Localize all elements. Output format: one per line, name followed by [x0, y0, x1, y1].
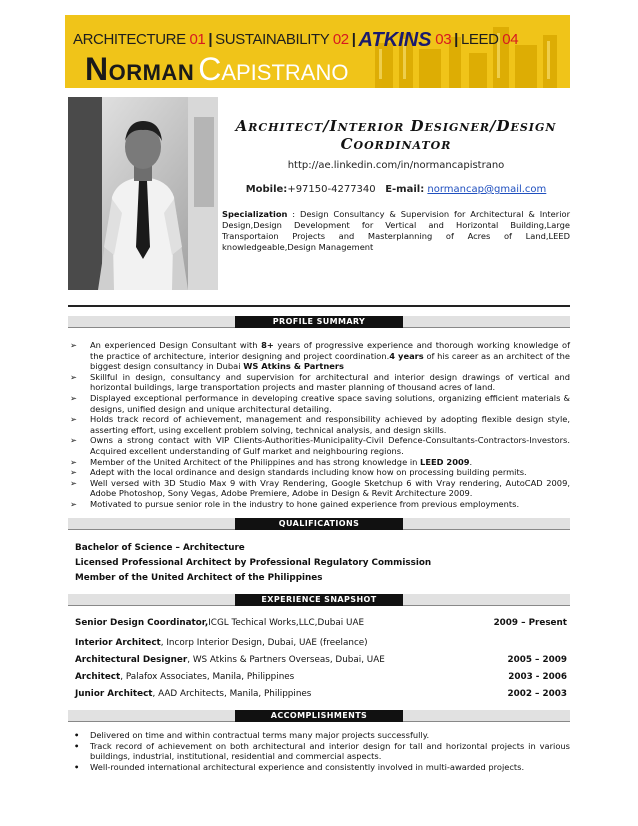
experience-row: Architectural Designer, WS Atkins & Partners Overseas, Dubai, UAE 2005 – 2009 — [75, 655, 567, 665]
job-title-line-1: Architect/Interior Designer/Design — [235, 117, 557, 135]
profile-bullet: ➢ An experienced Design Consultant with 8+ years of progressive experience and thorough working knowledge of the practice of architecture, interior designing and project coordination.4 years of his career as an architect of the biggest design consultancy in Dubai WS Atkins & Partners — [70, 340, 570, 372]
accomplishment-item: • Well-rounded international architectural experience and consistently involved in multi-awarded projects. — [74, 761, 525, 772]
experience-row: Junior Architect, AAD Architects, Manila, Philippines 2002 – 2003 — [75, 689, 567, 699]
candidate-name — [85, 53, 348, 85]
experience-row: Interior Architect, Incorp Interior Design, Dubai, UAE (freelance) — [75, 638, 368, 648]
email-label: E-mail: — [385, 184, 425, 195]
section-title: QUALIFICATIONS — [235, 518, 403, 530]
section-title: EXPERIENCE SNAPSHOT — [235, 594, 403, 606]
accomplishment-item: • Delivered on time and within contractual terms many major projects successfully. — [74, 730, 430, 740]
profile-summary-list — [68, 340, 570, 510]
specialization-text: : Design Consultancy & Supervision for Architectural & Interior Design,Design Development for Vertical and Horizontal Building,Large Transportaion Projects and Masterplanning of Acres of Land,LEED knowledgeable,Design Management — [222, 209, 570, 252]
profile-bullet: ➢ Well versed with 3D Studio Max 9 with Vray Rendering, Google Sketchup 6 with Vray rendering, AutoCAD 2009, Adobe Photoshop, Sony Vegas, Adobe Premiere, Adobe in Design & Revit Architecture 2009. — [70, 477, 570, 499]
profile-bullet: ➢ Skillful in design, consultancy and supervision for architectural and interior design drawings of vertical and horizontal buildings, large transportation projects and master planning of thousand acres of land. — [70, 371, 570, 393]
first-name: Norman — [85, 51, 195, 87]
accomplishments-list — [68, 730, 570, 772]
tag-leed: LEED — [460, 31, 503, 48]
arrow-bullet-icon: ➢ — [70, 414, 77, 425]
arrow-bullet-icon: ➢ — [70, 477, 77, 488]
mobile-number: +97150-4277340 — [287, 184, 376, 195]
experience-period: 2009 – Present — [493, 618, 567, 628]
last-name: Capistrano — [198, 51, 349, 87]
qualification-item: Bachelor of Science – Architecture — [75, 543, 245, 553]
profile-bullet: ➢ Owns a strong contact with VIP Clients-Authorities-Municipality-Civil Defence-Consultants-Contractors-Investors. Acquired excellent understanding of Gulf market and neighbouring regions. — [70, 435, 570, 456]
dot-bullet-icon: • — [74, 730, 80, 740]
accomplishment-item: • Track record of achievement on both architectural and interior design for tall and horizontal projects in various buildings, industrial, institutional, residential and commercial aspects. — [74, 740, 570, 762]
profile-photo — [68, 97, 218, 290]
experience-period: 2005 – 2009 — [507, 655, 567, 665]
section-header-profile — [68, 316, 570, 328]
header-banner — [65, 15, 570, 88]
profile-bullet: ➢ Member of the United Architect of the Philippines and has strong knowledge in LEED 2009. — [70, 456, 473, 467]
arrow-bullet-icon: ➢ — [70, 467, 77, 478]
section-header-experience — [68, 594, 570, 606]
profile-bullet: ➢ Displayed exceptional performance in developing creative space saving solutions, organizing efficient materials & designs, unified design and unique architectural detailing. — [70, 392, 570, 414]
arrow-bullet-icon: ➢ — [70, 371, 77, 382]
section-title: ACCOMPLISHMENTS — [235, 710, 403, 722]
arrow-bullet-icon: ➢ — [70, 435, 77, 446]
linkedin-url[interactable]: http://ae.linkedin.com/in/normancapistrano — [287, 160, 505, 171]
arrow-bullet-icon: ➢ — [70, 340, 77, 350]
experience-row: Senior Design Coordinator,ICGL Techical Works,LLC,Dubai UAE 2009 – Present — [75, 618, 567, 628]
portrait-illustration — [68, 97, 218, 290]
contact-line — [222, 184, 570, 195]
specialization-label: Specialization — [222, 209, 288, 219]
dot-bullet-icon: • — [74, 740, 80, 751]
arrow-bullet-icon: ➢ — [70, 456, 77, 467]
section-header-qualifications — [68, 518, 570, 530]
qualification-item: Licensed Professional Architect by Professional Regulatory Commission — [75, 558, 432, 568]
atkins-logo: ATKINS — [358, 29, 432, 51]
dot-bullet-icon: • — [74, 761, 80, 772]
profile-bullet: ➢ Holds track record of achievement, management and responsibility achieved by adopting flexible design style, asserting effort, using excellent problem solving, technical analysis, and design skills. — [70, 414, 570, 435]
email-link[interactable]: normancap@gmail.com — [427, 184, 547, 195]
profile-bullet: ➢ Adept with the local ordinance and design standards including know how on processing building permits. — [70, 467, 527, 478]
experience-period: 2003 - 2006 — [508, 672, 567, 682]
qualification-item: Member of the United Architect of the Philippines — [75, 573, 323, 583]
arrow-bullet-icon: ➢ — [70, 392, 77, 403]
experience-row: Architect, Palafox Associates, Manila, Philippines 2003 - 2006 — [75, 672, 567, 682]
section-header-accomplishments — [68, 710, 570, 722]
arrow-bullet-icon: ➢ — [70, 498, 77, 509]
tag-architecture: ARCHITECTURE — [73, 31, 190, 48]
divider-line — [68, 305, 570, 307]
career-tagline: ARCHITECTURE 01 | SUSTAINABILITY 02 | ATKINS 03 | LEED 04 — [73, 29, 519, 51]
section-title: PROFILE SUMMARY — [235, 316, 403, 328]
job-title-line-2: Coordinator — [340, 135, 452, 153]
tag-sustainability: SUSTAINABILITY — [215, 31, 333, 48]
mobile-label: Mobile: — [245, 184, 288, 195]
profile-bullet: ➢ Motivated to pursue senior role in the industry to hone gained experience from previous employments. — [70, 498, 520, 509]
specialization-paragraph — [222, 209, 570, 253]
experience-period: 2002 – 2003 — [507, 689, 567, 699]
